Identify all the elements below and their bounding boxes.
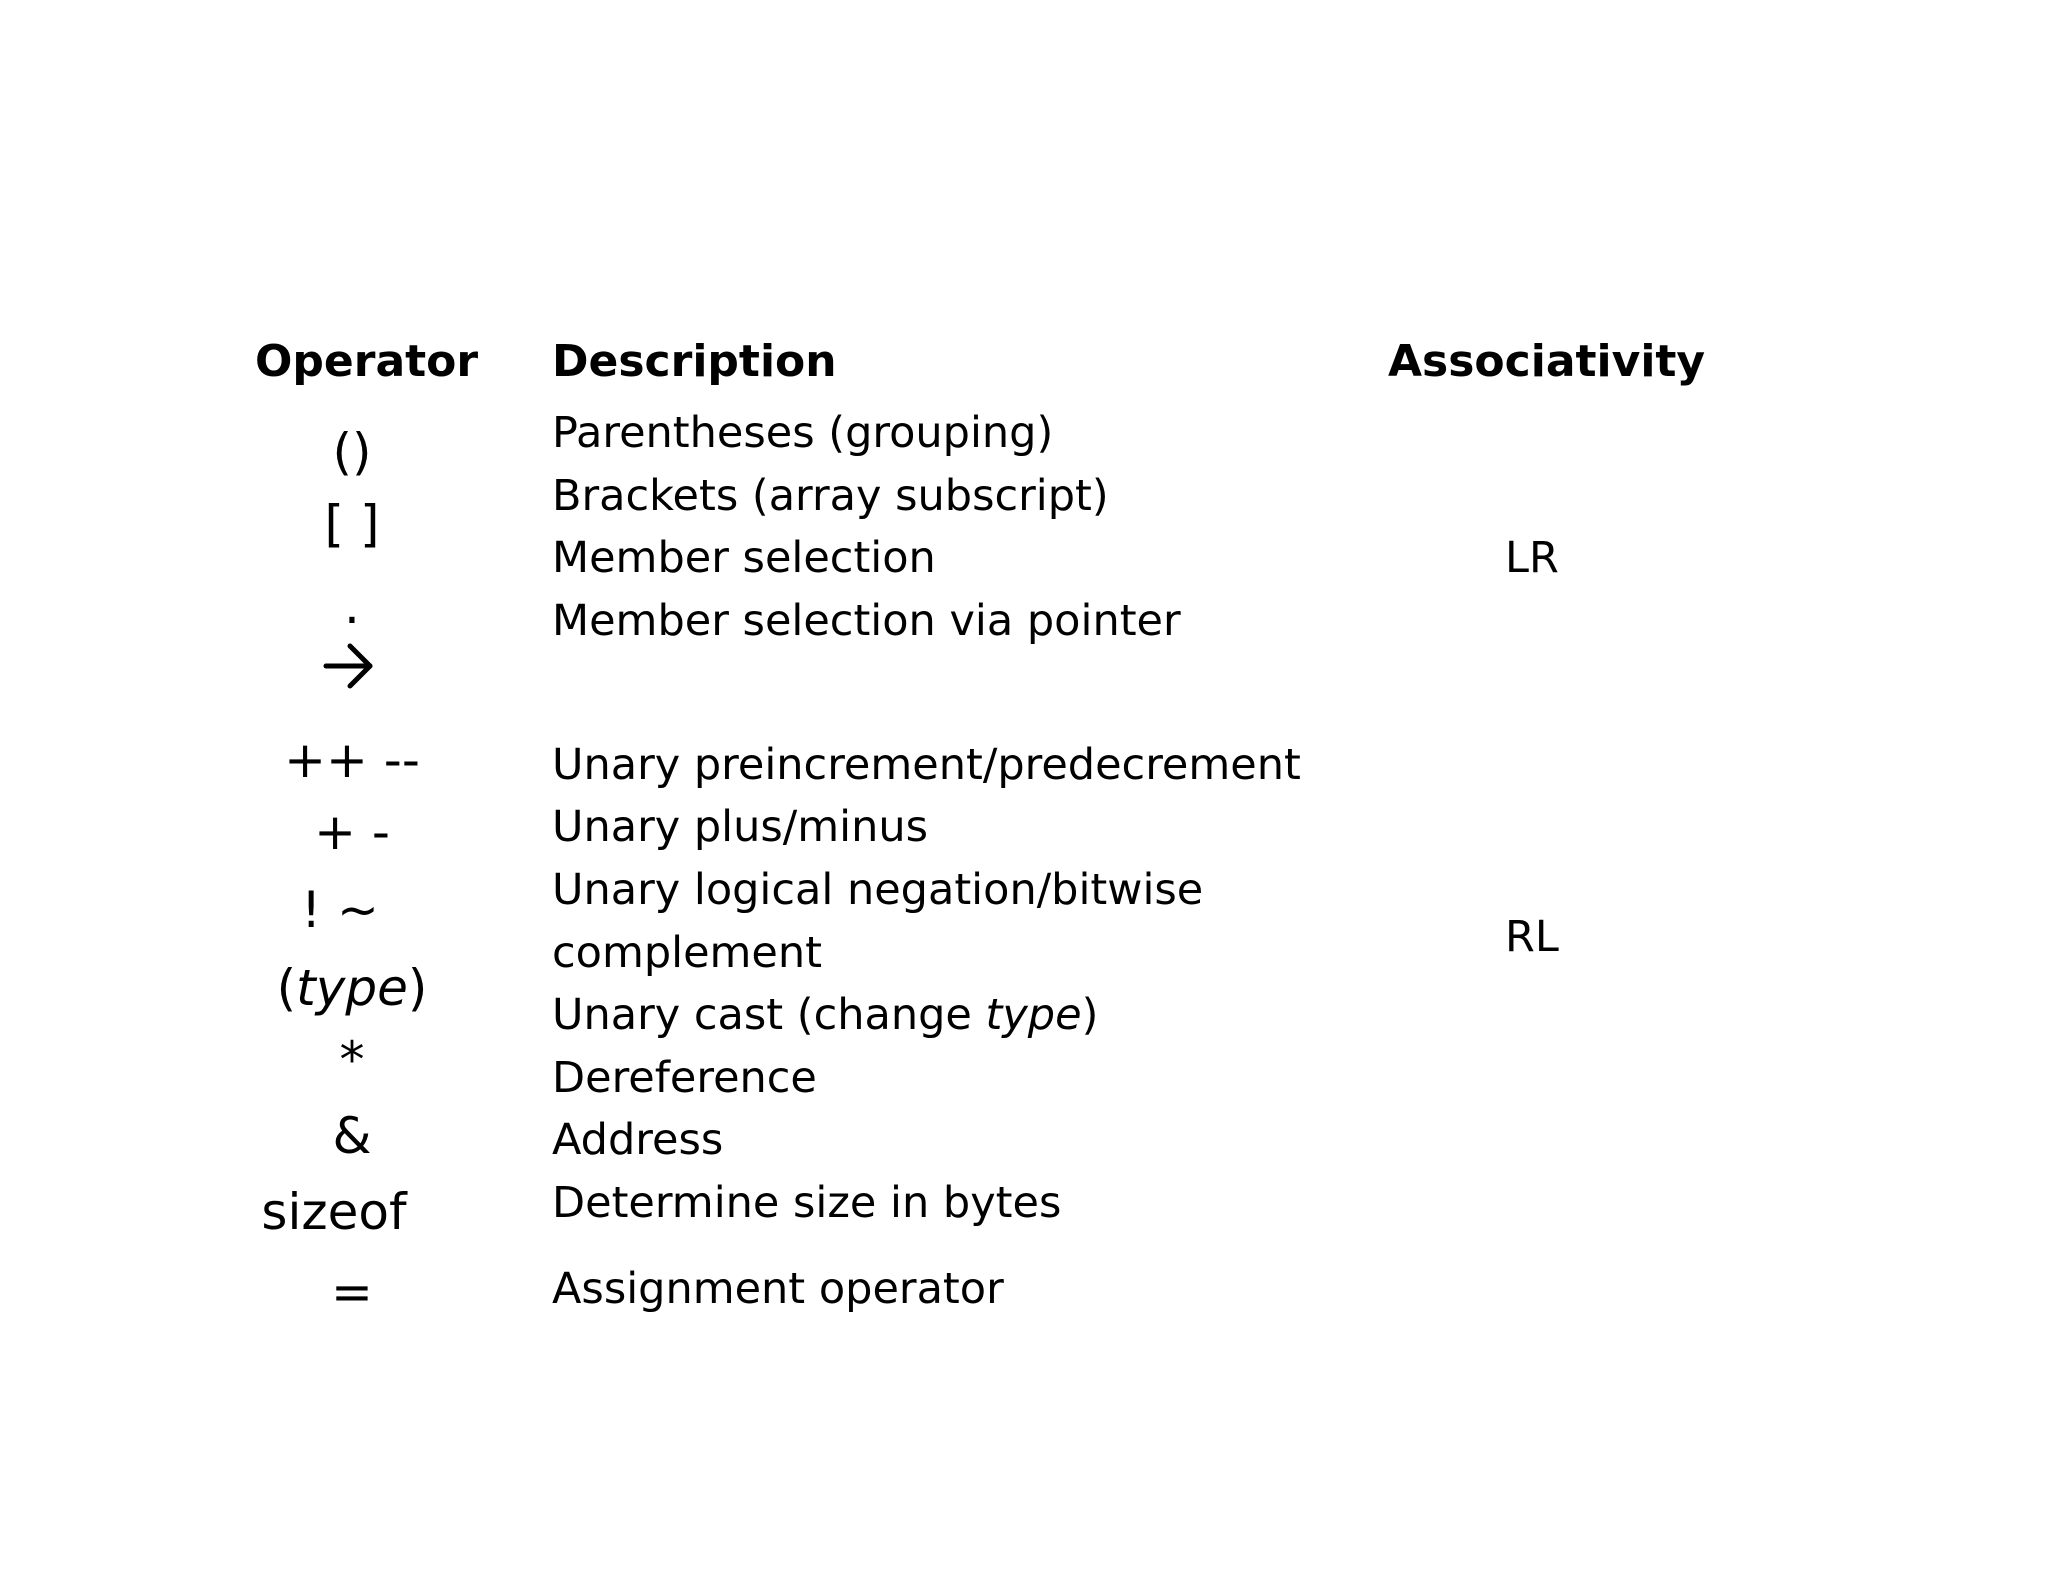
associativity-right-to-left: RL [1505, 912, 1559, 962]
operator-dereference: * [339, 1031, 365, 1089]
operator-assignment: = [331, 1263, 373, 1321]
description-not-complement-line2: complement [552, 928, 822, 978]
operator-increment-decrement: ++ -- [284, 731, 420, 789]
description-sizeof: Determine size in bytes [552, 1178, 1062, 1228]
operator-cast-open: ( [276, 959, 297, 1017]
description-not-complement-line1: Unary logical negation/bitwise [552, 865, 1204, 915]
description-cast-suffix: ) [1081, 990, 1099, 1040]
operator-not-complement: ! ~ [301, 881, 379, 939]
operator-plus-minus: + - [314, 803, 390, 861]
right-arrow-icon [320, 636, 380, 696]
description-brackets: Brackets (array subscript) [552, 471, 1109, 521]
description-assignment: Assignment operator [552, 1264, 1004, 1314]
description-parentheses: Parentheses (grouping) [552, 408, 1054, 458]
description-dereference: Dereference [552, 1053, 817, 1103]
operator-parentheses: () [332, 423, 372, 481]
operator-sizeof: sizeof [261, 1183, 407, 1241]
operator-cast-type: type [296, 959, 408, 1017]
associativity-left-to-right: LR [1505, 533, 1559, 583]
header-description: Description [552, 336, 837, 387]
description-plus-minus: Unary plus/minus [552, 802, 928, 852]
description-cast [552, 986, 1098, 1044]
operator-brackets: [ ] [324, 495, 380, 553]
description-member-selection: Member selection [552, 533, 936, 583]
description-increment-decrement: Unary preincrement/predecrement [552, 740, 1301, 790]
operator-dot: . [344, 577, 360, 635]
description-address: Address [552, 1115, 724, 1165]
operator-cast-close: ) [407, 959, 428, 1017]
description-cast-prefix: Unary cast (change [552, 990, 986, 1040]
operator-cast [277, 958, 428, 1018]
header-operator: Operator [255, 336, 479, 387]
description-member-selection-pointer: Member selection via pointer [552, 596, 1181, 646]
header-associativity: Associativity [1388, 336, 1706, 387]
operator-address: & [332, 1107, 372, 1165]
description-cast-type: type [985, 990, 1082, 1040]
